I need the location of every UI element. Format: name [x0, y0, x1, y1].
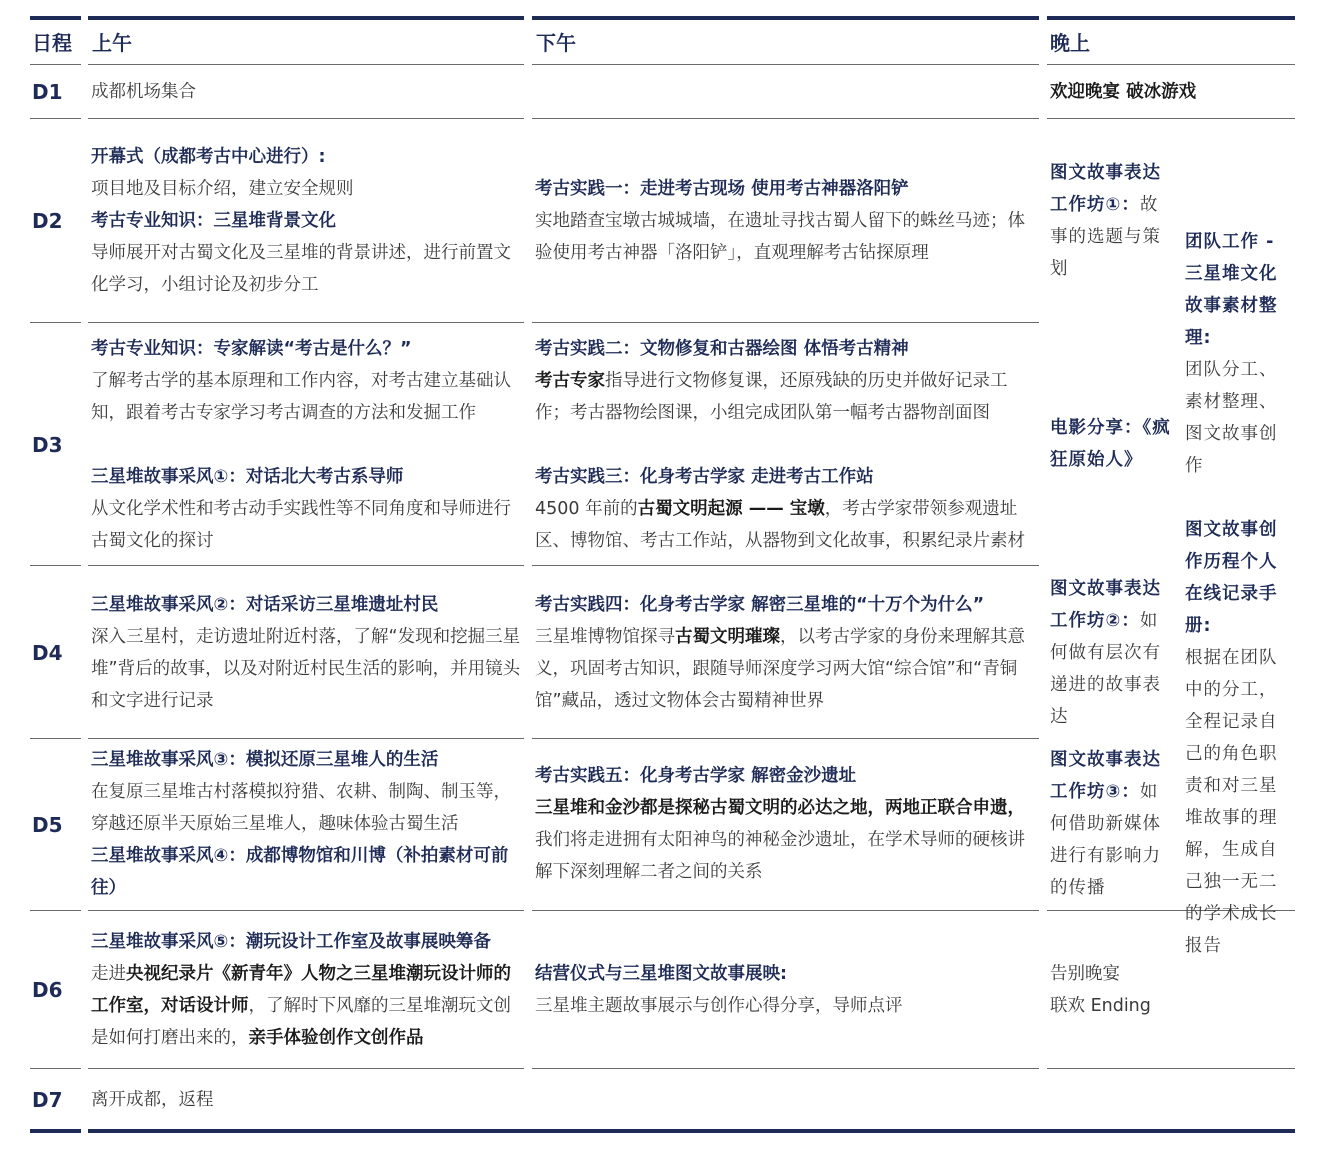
- row-divider: [88, 118, 524, 119]
- d5-pm: [535, 760, 1039, 888]
- d6-am-title-1: 三星堆故事采风⑤：潮玩设计工作室及故事展映筹备: [91, 932, 491, 952]
- bottom-border: [88, 1129, 1295, 1133]
- d2-am-title-2: 考古专业知识：三星堆背景文化: [91, 211, 336, 231]
- d1-am: 成都机场集合: [91, 82, 196, 102]
- d6-pm-body-1: 三星堆主题故事展示与创作心得分享，导师点评: [535, 996, 903, 1016]
- d5-am-body-1: 在复原三星堆古村落模拟狩猎、农耕、制陶、制玉等，穿越还原半天原始三星堆人，趣味体验古蜀生活: [91, 782, 511, 834]
- bottom-border: [30, 1129, 81, 1133]
- row-divider: [532, 322, 1039, 323]
- d5-am-title-1: 三星堆故事采风③：模拟还原三星堆人的生活: [91, 750, 439, 770]
- header-pm: 下午: [536, 31, 576, 55]
- row-divider: [532, 118, 1039, 119]
- day-label: D7: [32, 1088, 63, 1112]
- row-divider: [88, 1068, 524, 1069]
- d3-am-title-1: 考古专业知识：专家解读“考古是什么？”: [91, 339, 412, 359]
- d3-pm-text-2a: 4500 年前的: [535, 499, 638, 519]
- header-divider: [88, 64, 524, 65]
- day-label: D5: [32, 813, 63, 837]
- row-divider: [30, 1068, 81, 1069]
- header-eve: 晚上: [1050, 31, 1090, 55]
- d3-eve: 电影分享：《疯狂原始人》: [1050, 418, 1171, 470]
- d5-pm-body-1: [535, 792, 1039, 888]
- d1-eve: 欢迎晚宴 破冰游戏: [1050, 82, 1197, 102]
- d2-am: [91, 141, 525, 301]
- d4-pm-text-1b: ，以考古学家的身份来理解其意义，巩固考古知识，跟随导师深度学习两大馆“综合馆”和“青铜馆”藏品，透过文物体会古蜀精神世界: [535, 627, 1025, 711]
- d5-pm-text-1: 我们将走进拥有太阳神鸟的神秘金沙遗址，在学术导师的硬核讲解下深刻理解二者之间的关系: [535, 830, 1025, 882]
- row-divider: [30, 118, 81, 119]
- d3-pm: [535, 333, 1039, 557]
- day-label: D6: [32, 978, 63, 1002]
- d6-am-text-1a: 走进: [91, 964, 126, 984]
- row-divider: [30, 565, 81, 566]
- d6-eve-line-1: 告别晚宴: [1050, 964, 1120, 984]
- d6-pm-title-1: 结营仪式与三星堆图文故事展映:: [535, 964, 787, 984]
- d5-eve: [1050, 744, 1172, 904]
- side-title-1: 团队工作 - 三星堆文化故事素材整理:: [1185, 232, 1278, 348]
- d2-pm-title-1: 考古实践一：走进考古现场 使用考古神器洛阳铲: [535, 179, 909, 199]
- d2-am-title-1: 开幕式（成都考古中心进行）:: [91, 147, 326, 167]
- day-label: D4: [32, 641, 63, 665]
- day-label: D1: [32, 80, 63, 104]
- d7-am: 离开成都，返程: [91, 1090, 214, 1110]
- side-body-1: 团队分工、素材整理、图文故事创作: [1185, 360, 1278, 476]
- d2-pm: [535, 173, 1039, 269]
- d4-pm-body-1: [535, 621, 1039, 717]
- row-divider: [30, 322, 81, 323]
- row-divider: [1047, 1068, 1295, 1069]
- header-day: 日程: [32, 31, 72, 55]
- side-column: [1185, 226, 1293, 962]
- d2-eve-title: 图文故事表达工作坊①：: [1050, 163, 1161, 215]
- header-am: 上午: [92, 31, 132, 55]
- d6-am-body-1: [91, 958, 525, 1054]
- d3-pm-key-1: 考古专家: [535, 371, 605, 391]
- d4-eve-title: 图文故事表达工作坊②：: [1050, 579, 1161, 631]
- d3-am: [91, 333, 525, 557]
- d5-pm-key-1: 三星堆和金沙都是探秘古蜀文明的必达之地，两地正联合申遗，: [535, 798, 1025, 818]
- d3-pm-text-2b: ，考古学家带领参观遗址区、博物馆、考古工作站，从器物到文化故事，积累纪录片素材: [535, 499, 1025, 551]
- d2-eve-body: 故事的选题与策划: [1050, 195, 1161, 279]
- row-divider: [532, 565, 1039, 566]
- d6-eve: [1050, 958, 1290, 1022]
- d6-am-key-2: 亲手体验创作文创作品: [248, 1028, 424, 1048]
- d5-eve-body: 如何借助新媒体进行有影响力的传播: [1050, 782, 1161, 898]
- top-border: [30, 16, 81, 20]
- row-divider: [1047, 118, 1295, 119]
- row-divider: [88, 322, 524, 323]
- header-divider: [532, 64, 1039, 65]
- side-body-2: 根据在团队中的分工，全程记录自己的角色职责和对三星堆故事的理解，生成自己独一无二的学术成长报告: [1185, 648, 1278, 956]
- d3-pm-body-1: [535, 365, 1039, 429]
- d3-pm-key-2: 古蜀文明起源 —— 宝墩: [637, 499, 825, 519]
- d4-am-body-1: 深入三星村，走访遗址附近村落，了解“发现和挖掘三星堆”背后的故事，以及对附近村民生活的影响，并用镜头和文字进行记录: [91, 627, 521, 711]
- d3-am-body-2: 从文化学术性和考古动手实践性等不同角度和导师进行古蜀文化的探讨: [91, 499, 511, 551]
- d3-am-body-1: 了解考古学的基本原理和工作内容，对考古建立基础认知，跟着考古专家学习考古调查的方法和发掘工作: [91, 371, 511, 423]
- d3-pm-title-1: 考古实践二：文物修复和古器绘图 体悟考古精神: [535, 339, 909, 359]
- d3-pm-body-2: [535, 493, 1039, 557]
- d2-pm-body-1: 实地踏查宝墩古城城墙，在遗址寻找古蜀人留下的蛛丝马迹；体验使用考古神器「洛阳铲」，直观理解考古钻探原理: [535, 211, 1025, 263]
- d4-am: [91, 589, 525, 717]
- header-divider: [1047, 64, 1295, 65]
- d4-pm: [535, 589, 1039, 717]
- day-label: D3: [32, 433, 63, 457]
- row-divider: [88, 738, 524, 739]
- d6-am: [91, 926, 525, 1054]
- header-divider: [30, 64, 81, 65]
- side-title-2: 图文故事创作历程个人在线记录手册:: [1185, 520, 1278, 636]
- day-label: D2: [32, 209, 63, 233]
- d4-pm-text-1a: 三星堆博物馆探寻: [535, 627, 675, 647]
- d5-pm-title-1: 考古实践五：化身考古学家 解密金沙遗址: [535, 766, 857, 786]
- row-divider: [88, 910, 524, 911]
- d6-pm: [535, 958, 1039, 1022]
- d5-am-title-2: 三星堆故事采风④：成都博物馆和川博（补拍素材可前往）: [91, 846, 509, 898]
- row-divider: [532, 910, 1039, 911]
- row-divider: [30, 738, 81, 739]
- d3-am-title-2: 三星堆故事采风①：对话北大考古系导师: [91, 467, 404, 487]
- row-divider: [30, 910, 81, 911]
- top-border: [1047, 16, 1295, 20]
- d4-pm-key-1: 古蜀文明璀璨: [675, 627, 780, 647]
- d2-am-body-1: 项目地及目标介绍，建立安全规则: [91, 179, 354, 199]
- d4-am-title-1: 三星堆故事采风②：对话采访三星堆遗址村民: [91, 595, 439, 615]
- d2-am-body-2: 导师展开对古蜀文化及三星堆的背景讲述，进行前置文化学习，小组讨论及初步分工: [91, 243, 511, 295]
- d5-am: [91, 744, 525, 904]
- top-border: [532, 16, 1039, 20]
- row-divider: [532, 738, 1039, 739]
- d3-pm-text-1: 指导进行文物修复课，还原残缺的历史并做好记录工作；考古器物绘图课，小组完成团队第一幅考古器物剖面图: [535, 371, 1008, 423]
- d2-eve: [1050, 157, 1172, 285]
- d4-pm-title-1: 考古实践四：化身考古学家 解密三星堆的“十万个为什么”: [535, 595, 985, 615]
- row-divider: [88, 565, 524, 566]
- d4-eve-body: 如何做有层次有递进的故事表达: [1050, 611, 1161, 727]
- d5-eve-title: 图文故事表达工作坊③：: [1050, 750, 1161, 802]
- d6-am-key-1: 央视纪录片《新青年》人物之三星堆潮玩设计师的工作室，对话设计师: [91, 964, 511, 1016]
- d3-pm-title-2: 考古实践三：化身考古学家 走进考古工作站: [535, 467, 874, 487]
- d6-am-text-1b: ，了解时下风靡的三星堆潮玩文创是如何打磨出来的，: [91, 996, 511, 1048]
- d6-eve-line-2: 联欢 Ending: [1050, 996, 1151, 1016]
- top-border: [88, 16, 524, 20]
- row-divider: [532, 1068, 1039, 1069]
- d4-eve: [1050, 573, 1172, 733]
